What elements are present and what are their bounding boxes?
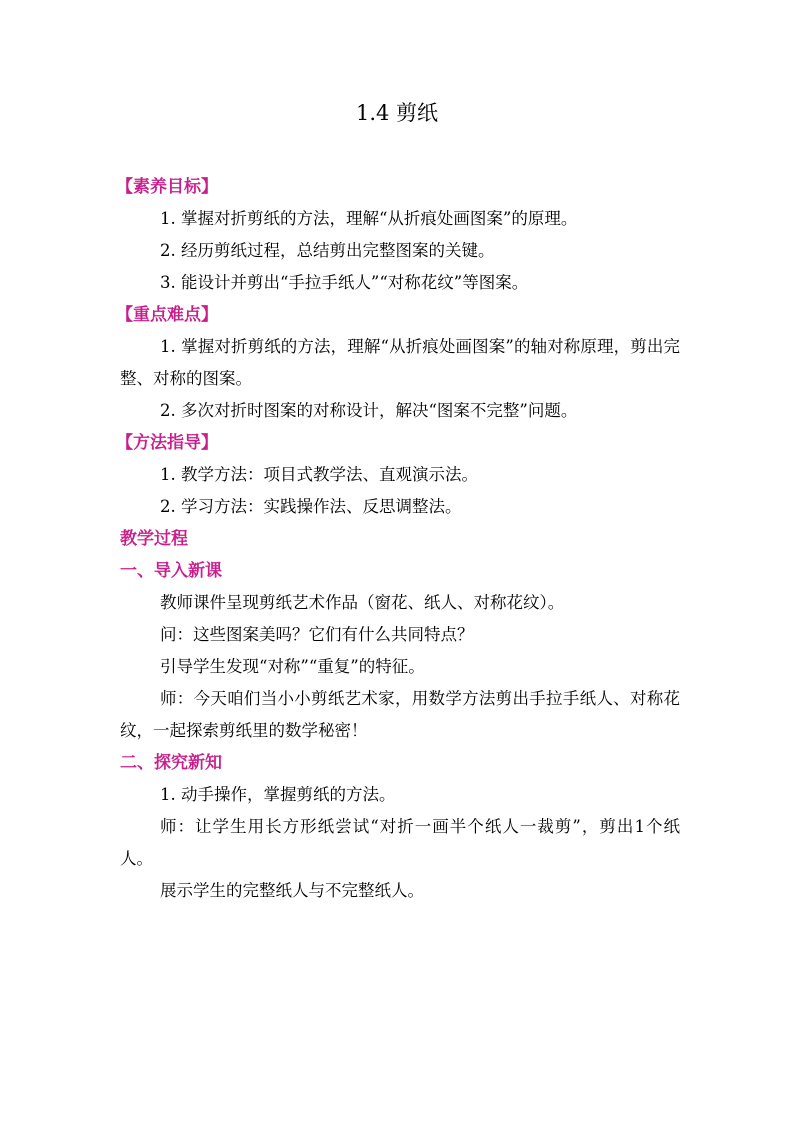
intro-item-3: 引导学生发现“对称”“重复”的特征。 <box>160 657 425 676</box>
method-item-1: 1. 教学方法：项目式教学法、直观演示法。 <box>160 465 478 484</box>
section-heading-key-points: 【重点难点】 <box>116 305 218 325</box>
method-item-2: 2. 学习方法：实践操作法、反思调整法。 <box>160 497 462 516</box>
section-heading-goals: 【素养目标】 <box>116 177 218 197</box>
section-heading-process: 教学过程 <box>120 529 188 549</box>
intro-item-1: 教师课件呈现剪纸艺术作品（窗花、纸人、对称花纹）。 <box>160 593 565 612</box>
document-title: 1.4 剪纸 <box>355 101 439 125</box>
key-point-item-1: 1. 掌握对折剪纸的方法，理解“从折痕处画图案”的轴对称原理，剪出完整、对称的图案。 <box>120 337 680 388</box>
explore-item-2: 师：让学生用长方形纸尝试“对折一画半个纸人一裁剪”，剪出1个纸人。 <box>120 817 680 868</box>
goal-item-2: 2. 经历剪纸过程，总结剪出完整图案的关键。 <box>160 241 495 260</box>
explore-item-1: 1. 动手操作，掌握剪纸的方法。 <box>160 785 396 804</box>
document-body <box>116 171 680 907</box>
goal-item-1: 1. 掌握对折剪纸的方法，理解“从折痕处画图案”的原理。 <box>160 209 578 228</box>
intro-item-4: 师：今天咱们当小小剪纸艺术家，用数学方法剪出手拉手纸人、对称花纹，一起探索剪纸里的数学秘密！ <box>120 689 680 740</box>
section-heading-methods: 【方法指导】 <box>116 433 218 453</box>
key-point-item-2: 2. 多次对折时图案的对称设计，解决“图案不完整”问题。 <box>160 401 578 420</box>
intro-item-2: 问：这些图案美吗？它们有什么共同特点？ <box>160 625 474 644</box>
section-heading-explore: 二、探究新知 <box>120 753 222 773</box>
section-heading-intro: 一、导入新课 <box>120 561 222 581</box>
goal-item-3: 3. 能设计并剪出“手拉手纸人”“对称花纹”等图案。 <box>160 273 529 292</box>
explore-item-3: 展示学生的完整纸人与不完整纸人。 <box>160 881 424 900</box>
